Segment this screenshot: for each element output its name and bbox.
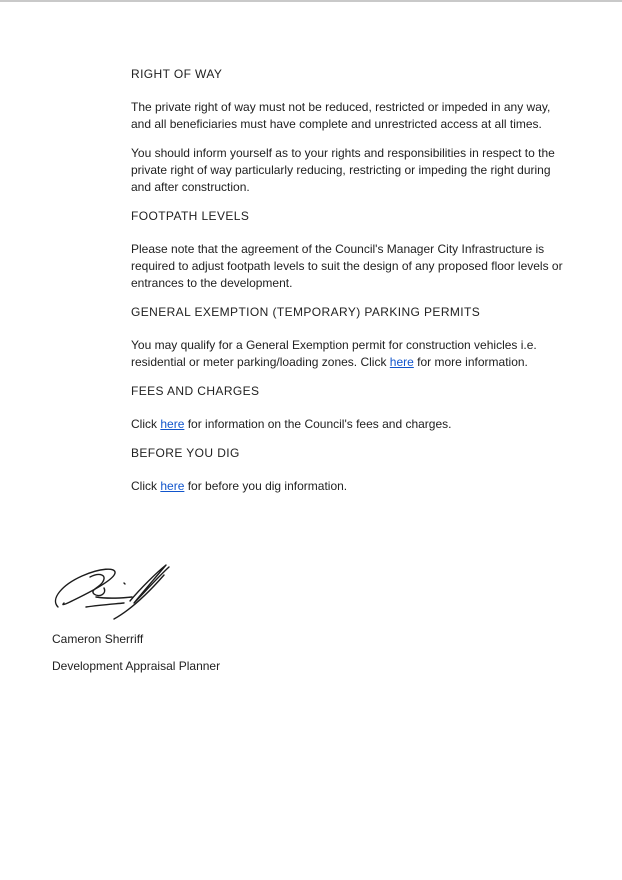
section-heading: FEES AND CHARGES	[131, 384, 260, 398]
section	[131, 383, 566, 433]
signature-block	[0, 561, 622, 675]
paragraph	[131, 478, 566, 495]
section-heading: FOOTPATH LEVELS	[131, 209, 250, 223]
paragraph-text: Click	[131, 479, 161, 493]
paragraph-text: The private right of way must not be reduced, restricted or impeded in any way, and all beneficiaries must have complete and unrestricted access at all times.	[131, 100, 551, 131]
paragraph	[131, 337, 566, 371]
document-body	[0, 2, 622, 495]
link-here[interactable]: here	[160, 417, 185, 431]
paragraph-text: Click	[131, 417, 161, 431]
section-heading: BEFORE YOU DIG	[131, 446, 240, 460]
signoff-name: Cameron Sherriff	[52, 632, 144, 646]
section-heading: GENERAL EXEMPTION (TEMPORARY) PARKING PERMITS	[131, 305, 481, 319]
paragraph-text: Please note that the agreement of the Council's Manager City Infrastructure is required to adjust footpath levels to suit the design of any proposed floor levels or entrances to the development.	[131, 242, 563, 290]
link-here[interactable]: here	[160, 479, 185, 493]
paragraph	[131, 416, 566, 433]
paragraph-text: for before you dig information.	[184, 479, 348, 493]
section-heading: RIGHT OF WAY	[131, 67, 223, 81]
paragraph-text: You may qualify for a General Exemption permit for construction vehicles i.e. residential or meter parking/loading zones. Click	[131, 338, 537, 369]
paragraph	[131, 145, 566, 196]
signature-image	[52, 561, 177, 623]
section	[131, 304, 566, 371]
section	[131, 445, 566, 495]
signoff-title: Development Appraisal Planner	[52, 659, 221, 673]
paragraph	[131, 241, 566, 292]
section	[131, 66, 566, 196]
paragraph-text: for more information.	[413, 355, 528, 369]
section	[131, 208, 566, 292]
paragraph	[131, 99, 566, 133]
paragraph-text: You should inform yourself as to your rights and responsibilities in respect to the private right of way particularly reducing, restricting or impeding the right during and after construction.	[131, 146, 555, 194]
paragraph-text: for information on the Council's fees and charges.	[184, 417, 452, 431]
link-here[interactable]: here	[389, 355, 414, 369]
